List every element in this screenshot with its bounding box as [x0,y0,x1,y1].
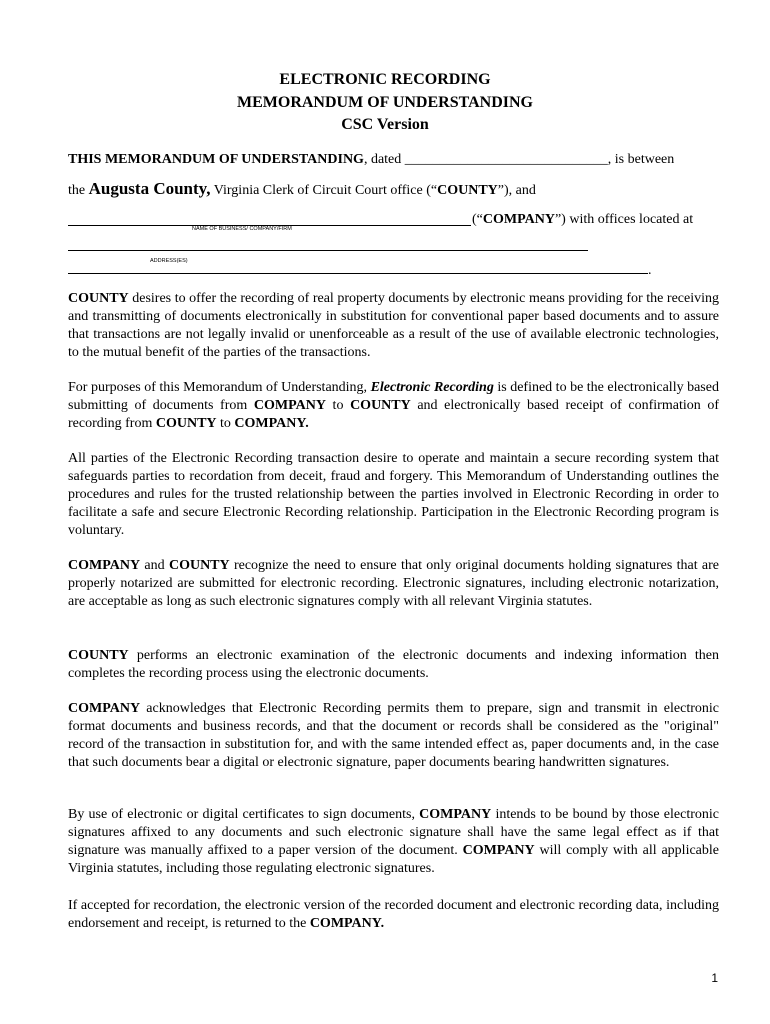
p3-text: All parties of the Electronic Recording transaction desire to operate and maintain a secure recording system that safeguards parties to recordation from deceit, fraud and forgery. This Memorandum of Understanding outlines the procedures and rules for the trusted relationship between the parties involved in Electronic Recording in order to facilitate a safe and secure Electronic Recording relationship. Participation in the Electronic Recording program is voluntary. [68,451,719,538]
intro-line-2 [68,180,536,200]
p1-county: COUNTY [68,291,129,306]
p7-company-2: COMPANY [462,843,535,858]
mou-label: THIS MEMORANDUM OF UNDERSTANDING [68,152,364,167]
p2-text-5: to [216,416,235,431]
page-number: 1 [711,971,718,985]
paragraph-1 [68,290,719,362]
p1-text: desires to offer the recording of real property documents by electronic means providing for the receiving and transmitting of documents electronically in substitution for conventional paper based documents and to assure that transactions are not legally invalid or unenforceable as a result of the use of available electronic technologies, to the mutual benefit of the parties of the transactions. [68,291,719,360]
county-label: COUNTY [437,183,498,198]
date-blank: _____________________________ [404,152,608,167]
p4-text-2: recognize the need to ensure that only original documents holding signatures that are properly notarized are submitted for electronic recording. Electronic signatures, including electronic notarization, are acceptable as long as such electronic signatures comply with all relevant Virginia statutes. [68,558,720,609]
p6-company: COMPANY [68,701,141,716]
intro-line-1 [68,151,674,169]
title-line-3: CSC Version [341,116,429,133]
address-caption: ADDRESS(ES) [150,258,188,264]
p2-text-4: and electronically based receipt of confirmation of recording from [68,398,719,431]
p7-text-1: By use of electronic or digital certificates to sign documents, [68,807,420,822]
address-blank-1 [68,250,588,251]
p2-text-3: to [325,398,351,413]
p2-electronic-recording: Electronic Recording [370,380,494,395]
paragraph-8 [68,897,719,933]
p5-text: performs an electronic examination of the electronic documents and indexing information then completes the recording process using the electronic documents. [68,648,719,681]
paragraph-7 [68,806,719,878]
paragraph-2 [68,379,719,433]
p5-county: COUNTY [68,648,129,663]
p8-company: COMPANY. [309,916,385,931]
p2-text-1: For purposes of this Memorandum of Understanding, [68,380,371,395]
clerk-text: Virginia Clerk of Circuit Court office (“ [210,183,438,198]
paragraph-3 [68,450,719,540]
county-name: Augusta County, [88,179,211,198]
p4-company: COMPANY [68,558,141,573]
the-text: the [68,183,89,198]
company-close: ”) with offices located at [554,212,694,227]
p2-text-2: is defined to be the electronically based submitting of documents from [68,380,719,413]
p2-company-2: COMPANY. [234,416,309,431]
and-text: ”), and [497,183,536,198]
p7-text-3: will comply with all applicable Virginia statutes, including those regulating electronic signatures. [68,843,719,876]
paragraph-4 [68,557,719,611]
p7-company: COMPANY [419,807,492,822]
p2-county-2: COUNTY [155,416,217,431]
p6-text: acknowledges that Electronic Recording permits them to prepare, sign and transmit in electronic format documents and business records, and that the document or records shall be considered as the "original" record of the transaction in substitution for, and with the same intended effect as, paper documents and, in the case that such documents bear a digital or electronic signature, paper documents bearing handwritten signatures. [68,701,719,770]
title-line-1: ELECTRONIC RECORDING [279,71,491,88]
paragraph-6 [68,700,719,772]
address-end: . [648,263,652,278]
name-caption: NAME OF BUSINESS/ COMPANY/FIRM [192,226,292,232]
p4-text-1: and [140,558,169,573]
dated-text: , dated [363,152,405,167]
p2-company: COMPANY [253,398,326,413]
p2-county: COUNTY [350,398,411,413]
p8-text: If accepted for recordation, the electronic version of the recorded document and electronic recording data, including endorsement and receipt, is returned to the [68,898,719,931]
p7-text-2: intends to be bound by those electronic signatures affixed to any documents and such electronic signature shall have the same legal effect as if that signature was manually affixed to a paper version of the document. [68,807,719,858]
title-line-2: MEMORANDUM OF UNDERSTANDING [237,94,533,111]
company-line [472,211,693,229]
address-blank-2 [68,273,648,274]
company-open: (“ [472,212,483,227]
company-label: COMPANY [482,212,555,227]
paragraph-5 [68,647,719,683]
p4-county: COUNTY [168,558,230,573]
is-between-text: , is between [607,152,675,167]
